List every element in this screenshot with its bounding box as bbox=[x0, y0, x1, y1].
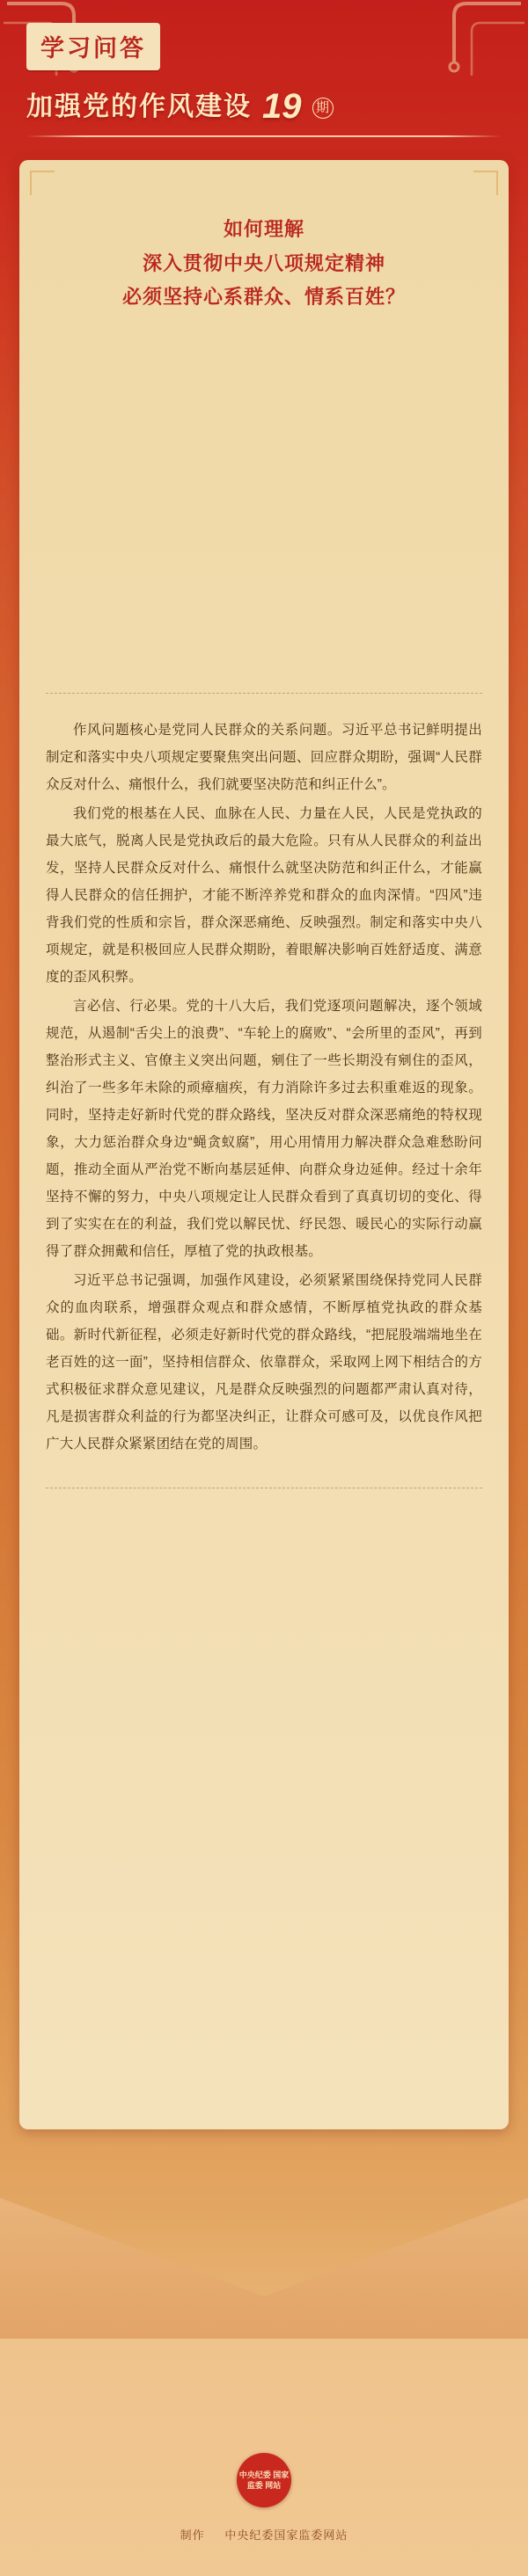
official-seal-icon: 中央纪委 国家监委 网站 bbox=[237, 2453, 291, 2507]
envelope-footer bbox=[0, 2198, 528, 2576]
content-card bbox=[19, 160, 509, 2129]
page-title: 学习问答 bbox=[26, 23, 160, 70]
credit-value: 中央纪委国家监委网站 bbox=[224, 2529, 348, 2542]
question-line-1: 如何理解 bbox=[223, 218, 304, 240]
question-line-2: 深入贯彻中央八项规定精神 bbox=[142, 251, 385, 274]
credit-label: 制作 bbox=[180, 2529, 205, 2542]
header-divider bbox=[26, 135, 502, 137]
poster-header bbox=[0, 0, 528, 137]
envelope-flap bbox=[0, 2198, 528, 2356]
poster-subtitle: 加强党的作风建设 bbox=[26, 92, 252, 121]
subtitle-row bbox=[26, 84, 502, 126]
answer-paragraph: 习近平总书记强调，加强作风建设，必须紧紧围绕保持党同人民群众的血肉联系，增强群众观点和群众感情，不断厚植党执政的群众基础。新时代新征程，必须走好新时代党的群众路线，“把屁股端端地坐在老百姓的这一面”，坚持相信群众、依靠群众，采取网上网下相结合的方式积极征求群众意见建议，凡是群众反映强烈的问题都严肃认真对待，凡是损害群众利益的行为都坚决纠正，让群众可感可及，以优良作风把广大人民群众紧紧团结在党的周围。 bbox=[46, 1272, 482, 1452]
issue-unit-label: 期 bbox=[312, 98, 334, 119]
answer-top-divider bbox=[46, 693, 482, 694]
question-block bbox=[46, 213, 482, 315]
answer-paragraph: 言必信、行必果。党的十八大后，我们党逐项问题解决，逐个领域规范，从遏制“舌尖上的浪费”、“车轮上的腐败”、“会所里的歪风”，再到整治形式主义、官僚主义突出问题，剜住了一些长期没有剜住的歪风，纠治了一些多年未除的顽瘴痼疾，有力消除许多过去积重难返的现象。同时，坚持走好新时代党的群众路线，坚决反对群众深恶痛绝的特权现象，大力惩治群众身边“蝇贪蚁腐”，用心用情用力解决群众急难愁盼问题，推动全面从严治党不断向基层延伸、向群众身边延伸。经过十余年坚持不懈的努力，中央八项规定让人民群众看到了真真切切的变化、得到了实实在在的利益，我们党以解民忧、纾民怨、暖民心的实际行动赢得了群众拥戴和信任，厚植了党的执政根基。 bbox=[46, 998, 482, 1259]
answer-paragraph: 我们党的根基在人民、血脉在人民、力量在人民，人民是党执政的最大底气，脱离人民是党执政后的最大危险。只有从人民群众的利益出发，坚持人民群众反对什么、痛恨什么就坚决防范和纠正什么，才能赢得人民群众的信任拥护，才能不断淬养党和群众的血肉深情。“四风”违背我们党的性质和宗旨，群众深恶痛绝、反映强烈。制定和落实中央八项规定，就是积极回应人民群众期盼，着眼解决影响百姓舒适度、满意度的歪风积弊。 bbox=[46, 805, 482, 985]
answer-body bbox=[46, 717, 482, 1458]
credit-line bbox=[0, 2526, 528, 2543]
content-card-wrapper bbox=[19, 160, 509, 2129]
issue-number: 19 bbox=[262, 87, 302, 126]
question-line-3: 必须坚持心系群众、情系百姓？ bbox=[121, 286, 406, 308]
answer-paragraph: 作风问题核心是党同人民群众的关系问题。习近平总书记鲜明提出制定和落实中央八项规定要聚焦突出问题、回应群众期盼，强调“人民群众反对什么、痛恨什么，我们就要坚决防范和纠正什么”。 bbox=[46, 722, 482, 792]
